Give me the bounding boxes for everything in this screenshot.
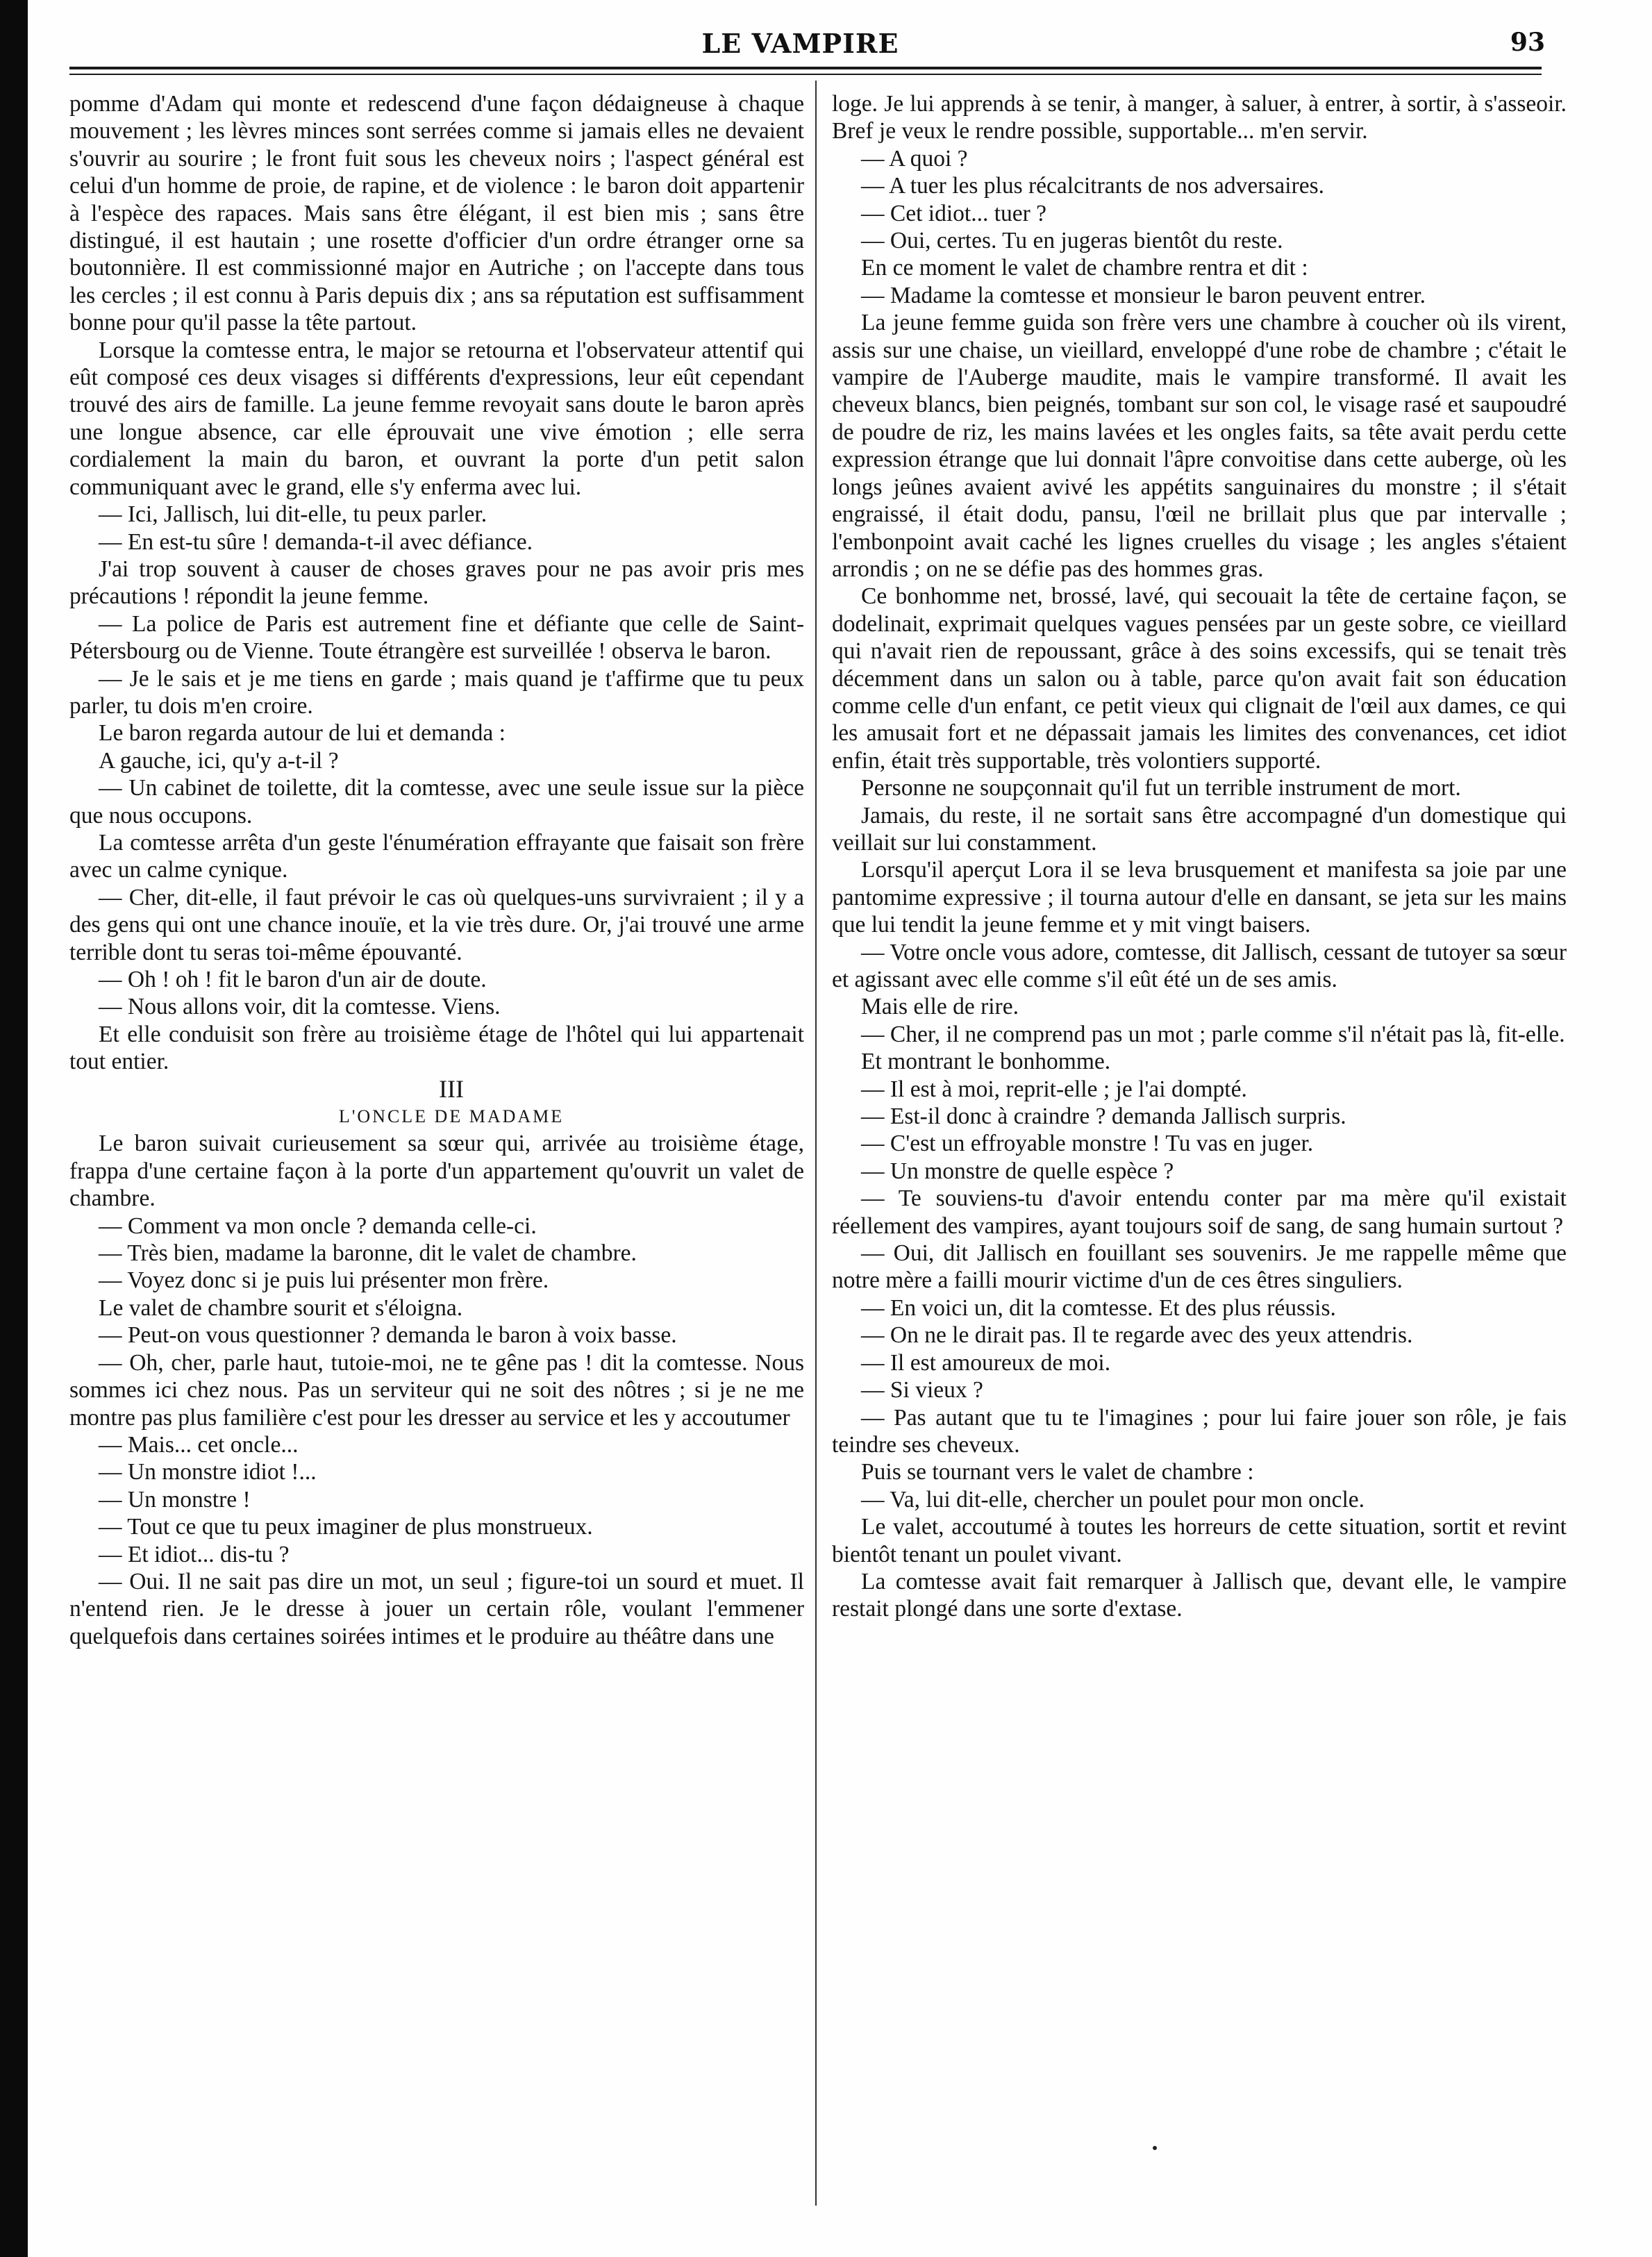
paragraph: — Te souviens-tu d'avoir entendu conter par ma mère qu'il existait réellement des vampires, ayant toujours soif de sang, de sang humain surtout ? bbox=[832, 1185, 1567, 1239]
paragraph: — Un monstre de quelle espèce ? bbox=[861, 1158, 1174, 1184]
column-divider bbox=[815, 81, 817, 2206]
paragraph: Le valet, accoutumé à toutes les horreurs de cette situation, sortit et revint bientôt tenant un poulet vivant. bbox=[832, 1514, 1567, 1567]
paragraph: — Est-il donc à craindre ? demanda Jallisch surpris. bbox=[861, 1103, 1346, 1130]
paragraph: — On ne le dirait pas. Il te regarde avec des yeux attendris. bbox=[861, 1322, 1413, 1349]
page-dot bbox=[1153, 2146, 1157, 2150]
paragraph: — Mais... cet oncle... bbox=[99, 1431, 299, 1458]
page-number: 93 bbox=[1510, 28, 1545, 57]
paragraph: — Très bien, madame la baronne, dit le valet de chambre. bbox=[99, 1240, 637, 1267]
paragraph: La jeune femme guida son frère vers une chambre à coucher où ils virent, assis sur une chaise, un vieillard, enveloppé d'une robe de chambre ; c'était le vampire de l'Auberge maudite, mais le vampire transformé. Il avait les cheveux blancs, bien peignés, tombant sur son col, le visage rasé et saupoudré de poudre de riz, les mains lavées et les ongles faits, sa tête avait perdu cette expression étrange que lui donnait l'âpre convoitise dans cette auberge, où les longs jeûnes avaient avivé les appétits sanguinaires du monstre ; il s'était engraissé, il était dodu, pansu, l'œil ne brillait plus que par intervalle ; l'embonpoint avait caché les lignes cruelles du visage ; les angles s'étaient arrondis ; on ne se défie pas des hommes gras. bbox=[832, 310, 1567, 582]
binding-gutter bbox=[0, 0, 28, 2257]
paragraph: Lorsque la comtesse entra, le major se retourna et l'observateur attentif qui eût composé ces deux visages si différents d'expressions, leur eût cependant trouvé des airs de famille. La jeune femme revoyait sans doute le baron après une longue absence, car elle éprouvait une vive émotion ; elle serra cordialement la main du baron, et ouvrant la porte d'un petit salon communiquant avec le grand, elle s'y enferma avec lui. bbox=[69, 337, 804, 500]
paragraph: — Si vieux ? bbox=[861, 1377, 983, 1404]
paragraph: La comtesse avait fait remarquer à Jallisch que, devant elle, le vampire restait plongé dans une sorte d'extase. bbox=[832, 1568, 1567, 1622]
paragraph: Et montrant le bonhomme. bbox=[861, 1049, 1111, 1075]
paragraph: — Oh, cher, parle haut, tutoie-moi, ne te gêne pas ! dit la comtesse. Nous sommes ici chez nous. Pas un serviteur qui ne soit des nôtres ; si je ne me montre pas plus familière c'est pour les dresser au service et les y accoutumer bbox=[69, 1349, 804, 1431]
paragraph: — Il est amoureux de moi. bbox=[861, 1349, 1111, 1376]
paragraph: Le baron suivait curieusement sa sœur qui, arrivée au troisième étage, frappa d'une certaine façon à la porte d'un appartement qu'ouvrit un valet de chambre. bbox=[69, 1131, 804, 1212]
paragraph: — Cet idiot... tuer ? bbox=[861, 200, 1047, 226]
running-head bbox=[56, 19, 1545, 68]
paragraph: loge. Je lui apprends à se tenir, à manger, à saluer, à entrer, à sortir, à s'asseoir. Bref je veux le rendre possible, supportable... m'en servir. bbox=[832, 91, 1567, 144]
paragraph: Mais elle de rire. bbox=[861, 994, 1019, 1020]
paragraph: — La police de Paris est autrement fine et défiante que celle de Saint-Pétersbourg ou de Vienne. Toute étrangère est surveillée ! observa le baron. bbox=[69, 610, 804, 665]
paragraph: Ce bonhomme net, brossé, lavé, qui secouait la tête de certaine façon, se dodelinait, exprimait quelques vagues pensées par un geste sobre, ce vieillard qui n'avait rien de repoussant, grâce à des soins excessifs, qui se tenait très décemment dans un salon ou à table, parce qu'on avait fait son éducation comme celle d'un enfant, ce petit vieux qui clignait de l'œil aux dames, ce qui les amusait fort et ne dépassait jamais les limites des convenances, cet idiot enfin, était très supportable, très volontiers supporté. bbox=[832, 583, 1567, 774]
paragraph: Et elle conduisit son frère au troisième étage de l'hôtel qui lui appartenait tout entier. bbox=[69, 1021, 804, 1075]
paragraph: En ce moment le valet de chambre rentra et dit : bbox=[861, 255, 1308, 281]
paragraph: — Tout ce que tu peux imaginer de plus monstrueux. bbox=[99, 1514, 593, 1540]
paragraph: — Et idiot... dis-tu ? bbox=[99, 1541, 290, 1567]
paragraph: Le baron regarda autour de lui et demanda : bbox=[99, 720, 506, 747]
paragraph: Lorsqu'il aperçut Lora il se leva brusquement et manifesta sa joie par une pantomime expressive ; il tourna autour d'elle en dansant, se jeta sur les mains que lui tendit la jeune femme et y mit vingt baisers. bbox=[832, 857, 1567, 938]
paragraph: — Un cabinet de toilette, dit la comtesse, avec une seule issue sur la pièce que nous occupons. bbox=[69, 775, 804, 828]
header-rule-thin bbox=[69, 74, 1542, 75]
paragraph: Jamais, du reste, il ne sortait sans être accompagné d'un domestique qui veillait sur lui constamment. bbox=[832, 802, 1567, 856]
paragraph: — Ici, Jallisch, lui dit-elle, tu peux parler. bbox=[99, 501, 487, 528]
paragraph: — Cher, dit-elle, il faut prévoir le cas où quelques-uns survivraient ; il y a des gens qui ont une chance inouïe, et la vie très dure. Or, j'ai trouvé une arme terrible dont tu seras toi-même épouvanté. bbox=[69, 884, 804, 965]
paragraph: — Voyez donc si je puis lui présenter mon frère. bbox=[99, 1267, 549, 1294]
paragraph: — C'est un effroyable monstre ! Tu vas en juger. bbox=[861, 1131, 1314, 1157]
paragraph: — Comment va mon oncle ? demanda celle-ci. bbox=[99, 1213, 537, 1239]
right-text bbox=[832, 90, 1567, 1623]
paragraph: — Oui. Il ne sait pas dire un mot, un seul ; figure-toi un sourd et muet. Il n'entend rien. Je le dresse à jouer un certain rôle, voulant l'emmener quelquefois dans certaines soirées intimes et le produire au théâtre dans une bbox=[69, 1568, 804, 1649]
section-number: III bbox=[439, 1074, 464, 1103]
paragraph: Puis se tournant vers le valet de chambre : bbox=[861, 1459, 1254, 1485]
paragraph: — Oui, dit Jallisch en fouillant ses souvenirs. Je me rappelle même que notre mère a failli mourir victime d'un de ces êtres singuliers. bbox=[832, 1240, 1567, 1294]
paragraph: — Je le sais et je me tiens en garde ; mais quand je t'affirme que tu peux parler, tu dois m'en croire. bbox=[69, 665, 804, 719]
paragraph: — Peut-on vous questionner ? demanda le baron à voix basse. bbox=[99, 1322, 677, 1349]
paragraph: pomme d'Adam qui monte et redescend d'une façon dédaigneuse à chaque mouvement ; les lèvres minces sont serrées comme si jamais elles ne devaient s'ouvrir au sourire ; le front fuit sous les cheveux noirs ; l'aspect général est celui d'un homme de proie, de rapine, et de violence : le baron doit appartenir à l'espèce des rapaces. Mais sans être élégant, il est bien mis ; sans être distingué, il est hautain ; une rosette d'officier d'un ordre étranger orne sa boutonnière. Il est commissionné major en Autriche ; on l'accepte dans tous les cercles ; il est connu à Paris depuis dix ; ans sa réputation est suffisamment bonne pour qu'il passe la tête partout. bbox=[69, 91, 804, 336]
paragraph: — En est-tu sûre ! demanda-t-il avec défiance. bbox=[99, 528, 533, 555]
paragraph: A gauche, ici, qu'y a-t-il ? bbox=[99, 747, 339, 774]
paragraph: — Cher, il ne comprend pas un mot ; parle comme s'il n'était pas là, fit-elle. bbox=[861, 1021, 1565, 1047]
paragraph: J'ai trop souvent à causer de choses graves pour ne pas avoir pris mes précautions ! répondit la jeune femme. bbox=[69, 556, 804, 610]
paragraph: — Un monstre ! bbox=[99, 1486, 251, 1513]
running-title: LE VAMPIRE bbox=[701, 28, 899, 59]
paragraph: Le valet de chambre sourit et s'éloigna. bbox=[99, 1294, 463, 1321]
left-column bbox=[69, 90, 804, 1650]
paragraph: — En voici un, dit la comtesse. Et des plus réussis. bbox=[861, 1294, 1336, 1321]
paragraph: — Va, lui dit-elle, chercher un poulet pour mon oncle. bbox=[861, 1486, 1365, 1513]
paragraph: — Oui, certes. Tu en jugeras bientôt du reste. bbox=[861, 228, 1283, 254]
section-title: L'ONCLE DE MADAME bbox=[338, 1106, 565, 1127]
paragraph: — Nous allons voir, dit la comtesse. Viens. bbox=[99, 994, 501, 1020]
paragraph: — Madame la comtesse et monsieur le baron peuvent entrer. bbox=[861, 282, 1426, 308]
header-rule-thick bbox=[69, 67, 1542, 69]
paragraph: — A tuer les plus récalcitrants de nos adversaires. bbox=[861, 173, 1325, 199]
paragraph: — Votre oncle vous adore, comtesse, dit Jallisch, cessant de tutoyer sa sœur et agissant avec elle comme s'il eût été un de ses amis. bbox=[832, 939, 1567, 992]
left-text-after-section bbox=[69, 1130, 804, 1650]
paragraph: — Pas autant que tu te l'imagines ; pour lui faire jouer son rôle, je fais teindre ses cheveux. bbox=[832, 1404, 1567, 1458]
left-text-before-section bbox=[69, 90, 804, 1076]
paragraph: — A quoi ? bbox=[861, 145, 968, 172]
paragraph: La comtesse arrêta d'un geste l'énumération effrayante que faisait son frère avec un calme cynique. bbox=[69, 829, 804, 883]
paragraph: — Un monstre idiot !... bbox=[99, 1459, 317, 1485]
paragraph: Personne ne soupçonnait qu'il fut un terrible instrument de mort. bbox=[861, 775, 1461, 801]
right-column bbox=[832, 90, 1567, 1623]
paragraph: — Il est à moi, reprit-elle ; je l'ai dompté. bbox=[861, 1076, 1247, 1102]
paragraph: — Oh ! oh ! fit le baron d'un air de doute. bbox=[99, 967, 487, 992]
